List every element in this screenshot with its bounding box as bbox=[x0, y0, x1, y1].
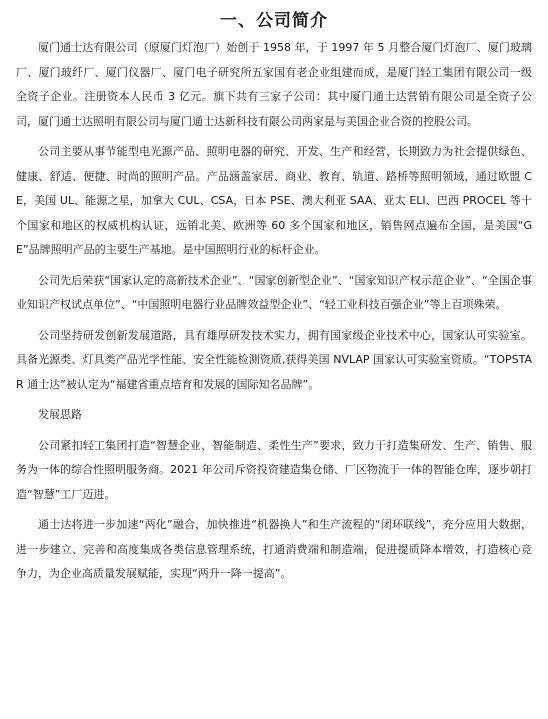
paragraph-strategy: 公司紧扣轻工集团打造“智慧企业、智能制造、柔性生产”要求，致力于打造集研发、生产、销售、服务为一体的综合性照明服务商。2021 年公司斥资投资建造集仓储、厂区物流于一体的智能仓库，逐步朝打造“智慧”工厂迈进。 bbox=[16, 438, 532, 501]
paragraph-digitalization: 通士达将进一步加速“两化”融合，加快推进“机器换人”和生产流程的“闭环联线”，充分应用大数据，进一步建立、完善和高度集成各类信息管理系统，打通消费端和制造端，促进提质降本增效，打造核心竞争力，为企业高质量发展赋能，实现“两升一降一提高”。 bbox=[16, 518, 532, 580]
paragraph-honors: 公司先后荣获“国家认定的高新技术企业”、“国家创新型企业”、“国家知识产权示范企业”、“全国企事业知识产权试点单位”、“中国照明电器行业品牌效益型企业”、“轻工业科技百强企业”等上百项殊荣。 bbox=[16, 273, 532, 311]
section-subheading: 发展思路 bbox=[38, 408, 82, 421]
paragraph-rnd: 公司坚持研发创新发展道路，具有雄厚研发技术实力，拥有国家级企业技术中心，国家认可实验室。具备光源类、灯具类产品光学性能、安全性能检测资质,获得美国 NVLAP 国家认可实验室资质。“TOPSTAR 通士达”被认定为“福建省重点培育和发展的国际知名品牌”。 bbox=[16, 328, 532, 391]
paragraph-company-history: 厦门通士达有限公司（原厦门灯泡厂）始创于 1958 年，于 1997 年 5 月整合厦门灯泡厂、厦门玻璃厂、厦门玻纤厂、厦门仪器厂、厦门电子研究所五家国有老企业组建而成，是厦门轻工集团有限公司一级全资子企业。注册资本人民币 3 亿元。旗下共有三家子公司：其中厦门通士达营销有限公司是全资子公司，厦门通士达照明有限公司与厦门通士达新科技有限公司两家是与美国企业合资的控股公司。 bbox=[16, 41, 532, 128]
page-title: 一、公司简介 bbox=[220, 11, 328, 31]
paragraph-business-scope: 公司主要从事节能型电光源产品、照明电器的研究、开发、生产和经营，长期致力为社会提供绿色、健康、舒适、便捷、时尚的照明产品。产品涵盖家居、商业、教育、轨道、路桥等照明领域，通过欧盟 CE，美国 UL、能源之星，加拿大 CUL、CSA，日本 PSE、澳大利亚 SAA、亚太 ELI、巴西 PROCEL 等十个国家和地区的权威机构认证，远销北美、欧洲等 60 多个国家和地区，销售网点遍布全国，是美国“GE”品牌照明产品的主要生产基地。是中国照明行业的标杆企业。 bbox=[16, 145, 532, 256]
